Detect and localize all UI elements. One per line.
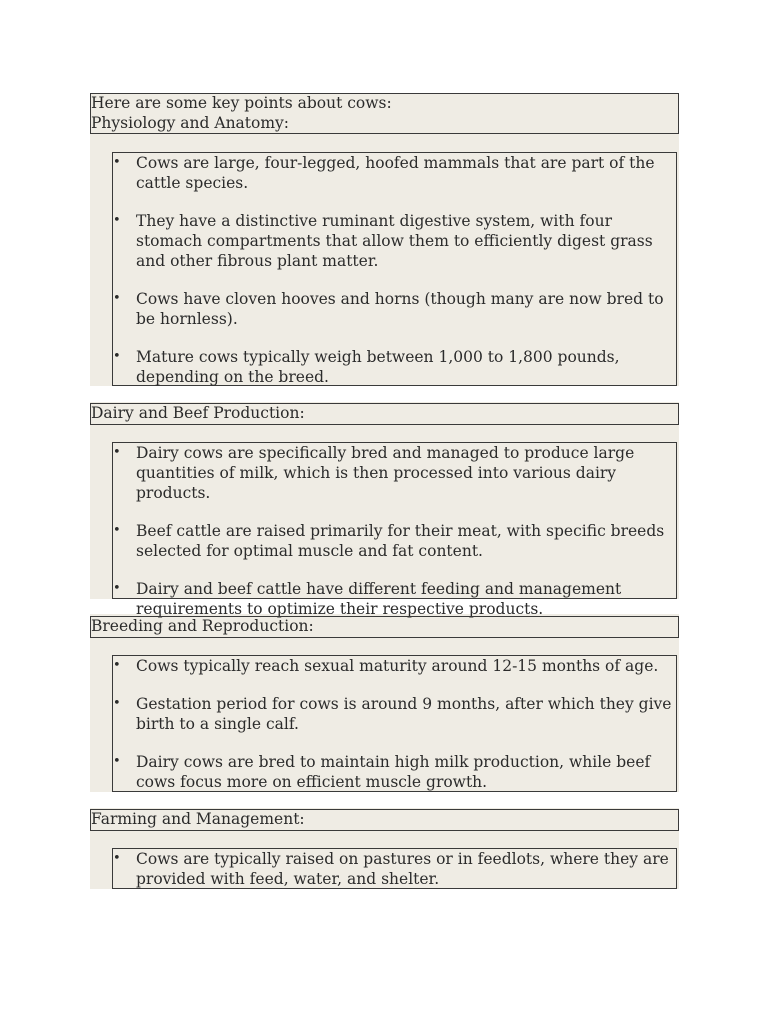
list-item bbox=[113, 443, 676, 503]
bullet-icon: • bbox=[113, 291, 121, 306]
list-item bbox=[113, 521, 676, 561]
section-heading-farming: Farming and Management: bbox=[91, 810, 305, 828]
section-heading-dairy-beef: Dairy and Beef Production: bbox=[91, 404, 305, 422]
section-heading-breeding: Breeding and Reproduction: bbox=[91, 617, 314, 635]
list-item-text: Cows have cloven hooves and horns (though many are now bred to be hornless). bbox=[136, 290, 664, 328]
list-item-text: Dairy cows are specifically bred and managed to produce large quantities of milk, which is then processed into various dairy products. bbox=[136, 444, 635, 502]
bullet-icon: • bbox=[113, 754, 121, 769]
bullet-icon: • bbox=[113, 581, 121, 596]
list-item-text: Mature cows typically weigh between 1,000 to 1,800 pounds, depending on the breed. bbox=[136, 348, 620, 386]
bullet-list-dairy-beef bbox=[112, 442, 677, 618]
bullet-list-breeding bbox=[112, 655, 677, 792]
list-item bbox=[113, 656, 676, 676]
list-item-text: Beef cattle are raised primarily for their meat, with specific breeds selected for optimal muscle and fat content. bbox=[136, 522, 665, 560]
bullet-icon: • bbox=[113, 523, 121, 538]
list-item-text: Dairy cows are bred to maintain high milk production, while beef cows focus more on efficient muscle growth. bbox=[136, 753, 651, 791]
bullet-icon: • bbox=[113, 155, 121, 170]
bullet-icon: • bbox=[113, 213, 121, 228]
bullet-icon: • bbox=[113, 658, 121, 673]
list-item bbox=[113, 153, 676, 193]
bullet-icon: • bbox=[113, 851, 121, 866]
bullet-list-physiology bbox=[112, 152, 677, 386]
list-item bbox=[113, 347, 676, 387]
list-item-text: Cows are typically raised on pastures or in feedlots, where they are provided with feed, water, and shelter. bbox=[136, 850, 669, 888]
list-item-text: They have a distinctive ruminant digestive system, with four stomach compartments that allow them to efficiently digest grass and other fibrous plant matter. bbox=[136, 212, 653, 270]
list-item-text: Cows typically reach sexual maturity around 12-15 months of age. bbox=[136, 657, 659, 675]
intro-text: Here are some key points about cows: bbox=[91, 94, 392, 112]
section-heading-physiology: Physiology and Anatomy: bbox=[91, 113, 290, 132]
list-item bbox=[113, 694, 676, 734]
list-item bbox=[113, 289, 676, 329]
section-heading-box-farming bbox=[90, 809, 679, 831]
bullet-icon: • bbox=[113, 349, 121, 364]
list-item-text: Dairy and beef cattle have different feeding and management requirements to optimize their respective products. bbox=[136, 580, 622, 618]
list-item bbox=[113, 752, 676, 792]
bullet-icon: • bbox=[113, 445, 121, 460]
list-item bbox=[113, 579, 676, 619]
bullet-icon: • bbox=[113, 696, 121, 711]
section-heading-box-dairy-beef bbox=[90, 403, 679, 425]
intro-heading-box bbox=[90, 93, 679, 134]
list-item bbox=[113, 211, 676, 271]
list-item-text: Gestation period for cows is around 9 months, after which they give birth to a single calf. bbox=[136, 695, 672, 733]
section-heading-box-breeding bbox=[90, 616, 679, 638]
list-item bbox=[113, 849, 676, 889]
list-item-text: Cows are large, four-legged, hoofed mammals that are part of the cattle species. bbox=[136, 154, 655, 192]
bullet-list-farming bbox=[112, 848, 677, 889]
